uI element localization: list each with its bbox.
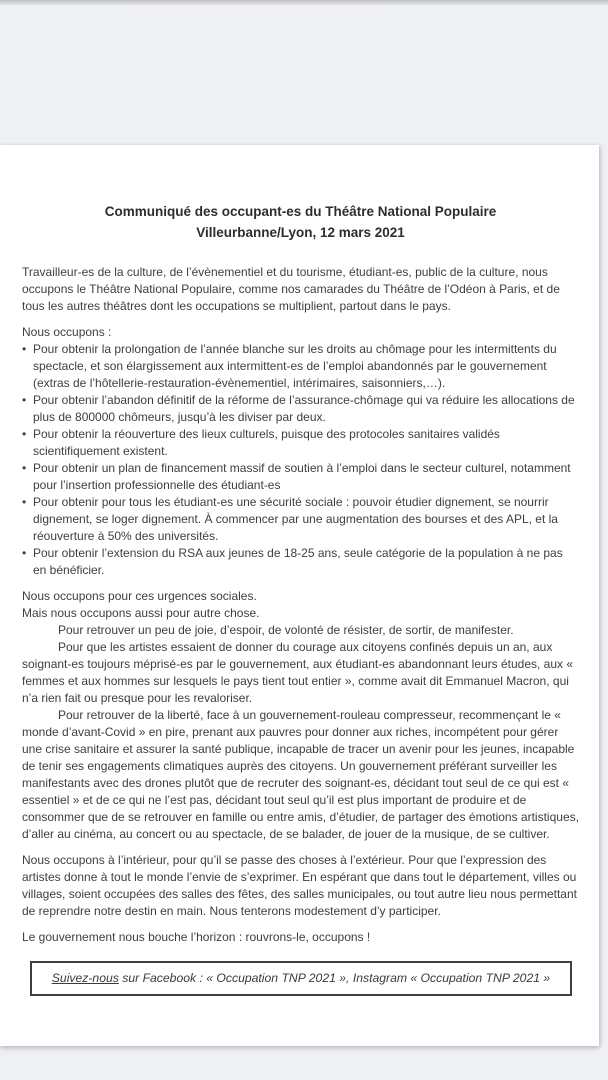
bullet-icon: • (22, 461, 27, 475)
bullet-item (22, 426, 579, 460)
occupons-heading: Nous occupons : (22, 325, 112, 339)
suivez-nous-underlined: Suivez-nous (51, 971, 119, 985)
social-media-box (30, 961, 572, 996)
bullet-text: Pour obtenir l’abandon définitif de la réforme de l’assurance-chômage qui va réduire les allocations de plus de 800000 chômeurs, jusqu’à les diviser par deux. (33, 393, 575, 424)
social-media-text: sur Facebook : « Occupation TNP 2021 », Instagram « Occupation TNP 2021 » (118, 971, 551, 985)
urgences-line-1: Nous occupons pour ces urgences sociales. (22, 589, 257, 603)
bullet-text: Pour obtenir un plan de financement massif de soutien à l’emploi dans le secteur culturel, notamment pour l’insertion professionnelle des étudiant-es (33, 461, 571, 492)
bullet-icon: • (22, 342, 27, 356)
bullet-item (22, 392, 579, 426)
interieur-paragraph: Nous occupons à l’intérieur, pour qu’il se passe des choses à l’extérieur. Pour que l’expression des artistes donne à tout le monde l’envie de s’exprimer. En espérant que dans tout le département, villes ou villages, soient occupées des salles des fêtes, des salles municipales, ou tout autre lieu nous permettant de reprendre notre destin en main. Nous tenterons modestement d’y participer. (22, 853, 577, 918)
bullet-icon: • (22, 427, 27, 441)
bullet-item (22, 494, 579, 545)
bullet-icon: • (22, 495, 27, 509)
closing-line: Le gouvernement nous bouche l’horizon : rouvrons-le, occupons ! (22, 930, 371, 944)
title-line-1: Communiqué des occupant-es du Théâtre National Populaire (104, 204, 497, 219)
intro-paragraph: Travailleur-es de la culture, de l’évènementiel et du tourisme, étudiant-es, public de la culture, nous occupons le Théâtre National Populaire, comme nos camarades du Théâtre de l’Odéon à Paris, et de tous les autres théâtres dont les occupations se multiplient, partout dans le pays. (22, 265, 560, 313)
bullet-item (22, 341, 579, 392)
bullet-item (22, 545, 579, 579)
indented-paragraph-artistes: Pour que les artistes essaient de donner du courage aux citoyens confinés depuis un an, aux soignant-es toujours méprisé-es par le gouvernement, aux étudiant-es abandonnant leurs études, aux « femmes et aux hommes sur lesquels le pays tient tout entier », comme avait dit Emmanuel Macron, qui n’a rien fait ou presque pour les revaloriser. (22, 640, 574, 705)
bullet-item (22, 460, 579, 494)
bullet-text: Pour obtenir pour tous les étudiant-es une sécurité sociale : pouvoir étudier dignement, se nourrir dignement, se loger dignement. À commencer par une augmentation des bourses et des APL, et la réouverture à 50% des universités. (33, 495, 558, 543)
document-content (0, 145, 599, 996)
bullet-text: Pour obtenir la réouverture des lieux culturels, puisque des protocoles sanitaires validés scientifiquement existent. (33, 427, 500, 458)
viewer-top-edge (0, 0, 608, 6)
bullet-text: Pour obtenir la prolongation de l’année blanche sur les droits au chômage pour les intermittents du spectacle, et son élargissement aux intermittent-es de l’emploi abandonnés par le gouvernement (extras de l’hôtellerie-restauration-évènementiel, intérimaires, saisonniers,…). (33, 342, 557, 390)
bullet-text: Pour obtenir l’extension du RSA aux jeunes de 18-25 ans, seule catégorie de la population à ne pas en bénéficier. (33, 546, 563, 577)
bullet-icon: • (22, 393, 27, 407)
communique-title (22, 201, 579, 243)
title-line-2: Villeurbanne/Lyon, 12 mars 2021 (196, 225, 405, 240)
indented-paragraph-liberte: Pour retrouver de la liberté, face à un gouvernement-rouleau compresseur, recommençant le « monde d’avant-Covid » en pire, prenant aux pauvres pour donner aux riches, incompétent pour gérer une crise sanitaire et assurer la santé publique, incapable de tracer un avenir pour les jeunes, incapable de tenir ses engagements climatiques auprès des citoyens. Un gouvernement préférant surveiller les manifestants avec des drones plutôt que de recruter des soignant-es, décidant tout seul de ce qui est « essentiel » et de ce qui ne l’est pas, décidant tout seul qu’il est plus important de produire et de consommer que de se retrouver en famille ou entre amis, d’étudier, de partager des émotions artistiques, d’aller au cinéma, au concert ou au spectacle, de se balader, de jouer de la musique, de se cultiver. (22, 708, 579, 841)
bullet-icon: • (22, 546, 27, 560)
indented-paragraph-joie: Pour retrouver un peu de joie, d’espoir, de volonté de résister, de sortir, de manifester. (58, 623, 514, 637)
demands-list (22, 341, 579, 579)
urgences-line-2: Mais nous occupons aussi pour autre chose. (22, 606, 260, 620)
document-page (0, 145, 599, 1046)
